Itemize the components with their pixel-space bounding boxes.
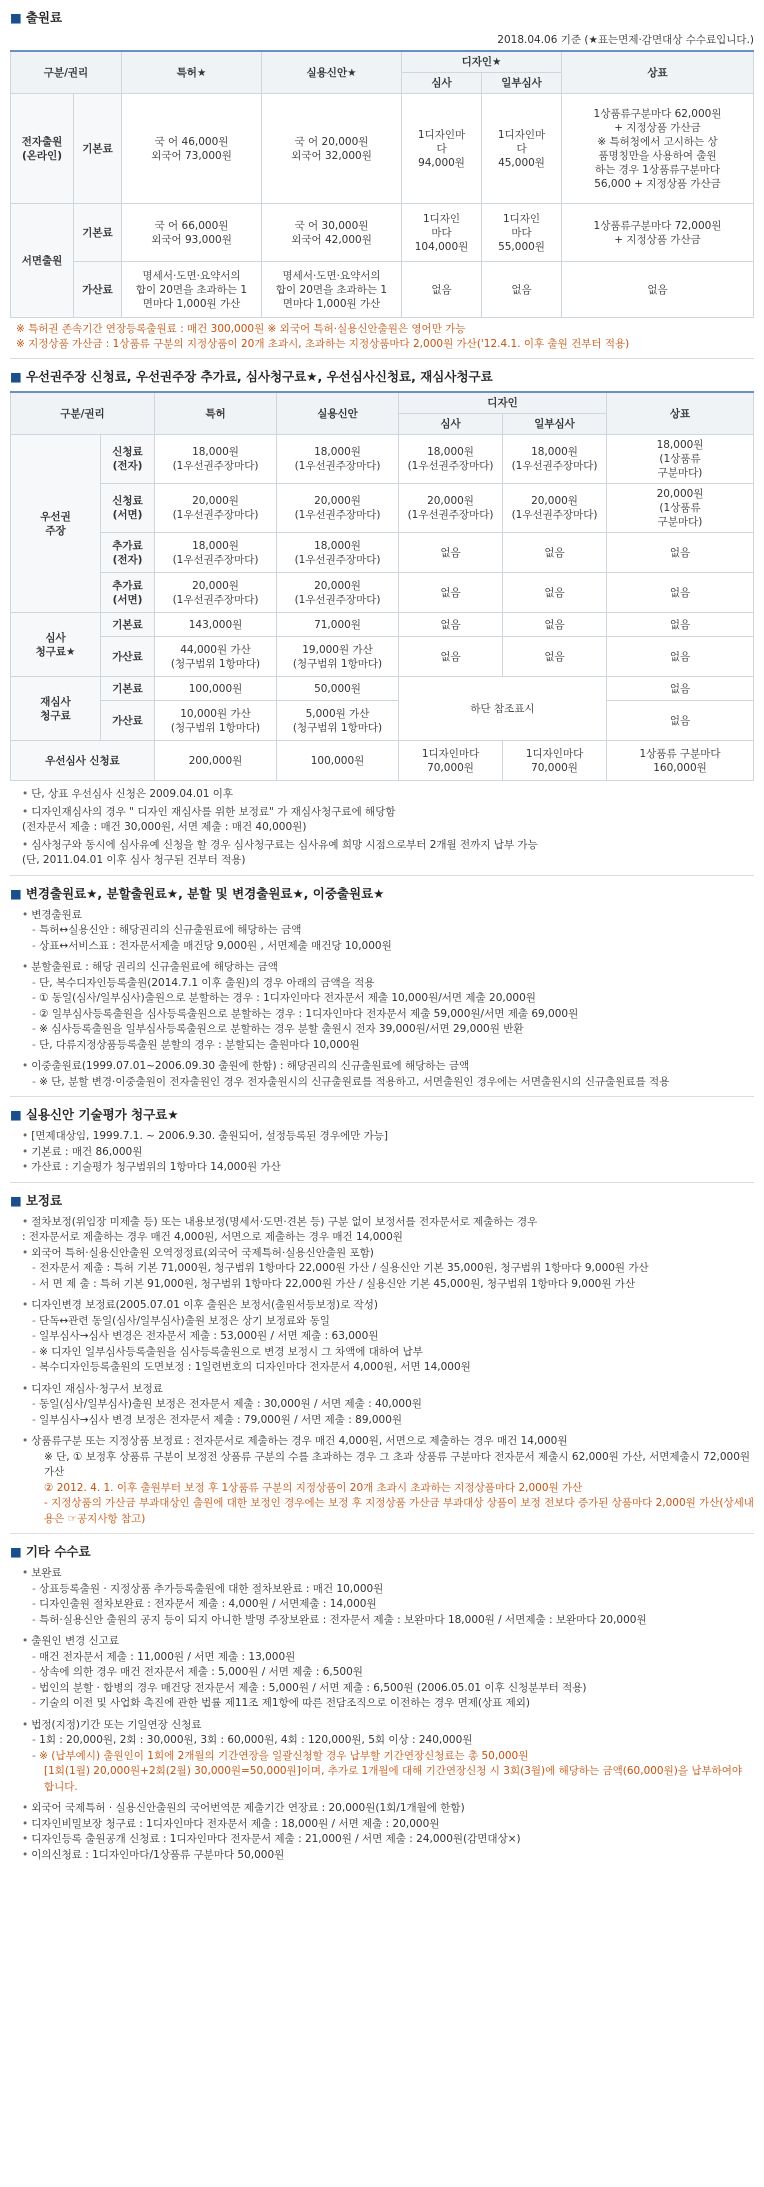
list-item: • 단, 상표 우선심사 신청은 2009.04.01 이후 (22, 787, 754, 803)
list-item: • 디자인재심사의 경우 " 디자인 재심사를 위한 보정료" 가 재심사청구료에 해당함 (전자문서 제출 : 매건 30,000원, 서면 제출 : 매건 40,000원) (22, 805, 754, 836)
section-application-fee-title: ■ 출원료 (10, 10, 63, 25)
list-item: • 외국어 국제특허 · 실용신안출원의 국어번역문 제출기간 연장료 : 20,000원(1회/1개월에 한함) (22, 1801, 754, 1817)
list-item: • 디자인변경 보정료(2005.07.01 이후 출원은 보정서(출원서등보정)로 작성) - 단독↔관련 동일(심사/일부심사)출원 보정은 상기 보정료와 동일 - 일부심사→심사 변경은 전자문서 제출 : 53,000원 / 서면 제출 : 63,000원 - ※ 디자인 일부심사등록출원을 심사등록출원으로 변경 보정시 그 차액에 대하여 납부 - 복수디자인등록출원의 도면보정 : 1일련번호의 디자인마다 전자문서 4,000원, 서면 14,000원 (22, 1298, 754, 1376)
change-fee-list (22, 908, 754, 1091)
list-item: • 상품류구분 또는 지정상품 보정료 : 전자문서로 제출하는 경우 매건 4,000원, 서면으로 제출하는 경우 매건 14,000원 ※ 단, ① 보정후 상품류 구분이 보정전 상품류 구분의 수를 초과하는 경우 그 초과 상품류 구분마다 전자문서 제출시 62,000원 가산, 서면제출시 72,000원 가산 ② 2012. 4. 1. 이후 출원부터 보정 후 1상품류 구분의 지정상품이 20개 초과시 초과하는 지정상품마다 2,000원 가산 - 지정상품의 가산금 부과대상인 출원에 대한 보정인 경우에는 보정 후 지정상품 가산금 부과대상 상품이 보정 전보다 증가된 상품마다 2,000원 가산(상세내용은 ☞공지사항 참고) (22, 1434, 754, 1527)
section-amendment-fee-title: ■ 보정료 (10, 1192, 63, 1208)
list-item: • 이중출원료(1999.07.01~2006.09.30 출원에 한함) : 해당권리의 신규출원료에 해당하는 금액 - ※ 단, 분할 변경·이중출원이 전자출원인 경우 전자출원시의 신규출원료를 적용하고, 서면출원인 경우에는 서면출원시의 신규출원료를 적용 (22, 1059, 754, 1090)
tech-eval-list: • [면제대상임, 1999.7.1. ~ 2006.9.30. 출원되어, 설정등록된 경우에만 가능] • 기본료 : 매건 86,000원 • 가산료 : 기술평가 청구범위의 1항마다 14,000원 가산 (22, 1129, 754, 1176)
list-item: • 디자인등록 출원공개 신청료 : 1디자인마다 전자문서 제출 : 21,000원 / 서면 제출 : 24,000원(감면대상×) (22, 1832, 754, 1848)
list-item: • 절차보정(위임장 미제출 등) 또는 내용보정(명세서·도면·견본 등) 구분 없이 보정서를 전자문서로 제출하는 경우 : 전자문서로 제출하는 경우 매건 4,000원, 서면으로 제출하는 경우 매건 14,000원 (22, 1215, 754, 1246)
list-item: • 심사청구와 동시에 심사유예 신청을 할 경우 심사청구료는 심사유예 희망 시점으로부터 2개월 전까지 납부 가능 (단, 2011.04.01 이후 심사 청구된 건부터 적용) (22, 838, 754, 869)
amendment-fee-list (22, 1215, 754, 1528)
list-item: • 출원인 변경 신고료 - 매건 전자문서 제출 : 11,000원 / 서면 제출 : 13,000원 - 상속에 의한 경우 매건 전자문서 제출 : 5,000원 / 서면 제출 : 6,500원 - 법인의 분할 · 합병의 경우 매건당 전자문서 제출 : 5,000원 / 서면 제출 : 6,500원 (2006.05.01 이후 신청분부터 적용) - 기술의 이전 및 사업화 촉진에 관한 법률 제11조 제1항에 따른 전담조직으로 이전하는 경우 면제(상표 제외) (22, 1634, 754, 1712)
list-item: • 디자인비밀보장 청구료 : 1디자인마다 전자문서 제출 : 18,000원 / 서면 제출 : 20,000원 (22, 1817, 754, 1833)
section-other-fee-title: ■ 기타 수수료 (10, 1544, 91, 1559)
note-1: ※ 특허권 존속기간 연장등록출원료 : 매건 300,000원 ※ 외국어 특허·실용신안출원은 영어만 가능 (16, 323, 466, 335)
application-fee-table: 구분/권리 특허★ 실용신안★ 디자인★ 상표 심사 일부심사 전자출원 (온라인) 기본료 국 어 46,000원 외국어 73,000원 국 어 20,000원 외국어 32,000원 1디자인마 다 94,000원 1디자인마 다 45,000원 1상품류구분마다 62,000원 + 지정상품 가산금 ※ 특허청에서 고시하는 상 품명칭만을 사용하여 출원 하는 경우 1상품류구분마다 56,000 + 지정상품 가산금 서면출원 기본료 국 어 66,000원 외국어 93,000원 국 어 30,000원 외국어 42,000원 1디자인 마다 104,000원 1디자인 마다 55,000원 1상품류구분마다 72,000원 + 지정상품 가산금 가산료 명세서·도면·요약서의 합이 20면을 초과하는 1 면마다 1,000원 가산 명세서·도면·요약서의 합이 20면을 초과하는 1 면마다 1,000원 가산 없음 없음 없음 (10, 50, 754, 318)
priority-notes (22, 787, 754, 869)
section-change-fee-title: ■ 변경출원료★, 분할출원료★, 분할 및 변경출원료★, 이중출원료★ (10, 885, 385, 901)
page (10, 8, 754, 1863)
section-priority-fee-title: ■ 우선권주장 신청료, 우선권주장 추가료, 심사청구료★, 우선심사신청료, 재심사청구료 (10, 369, 493, 384)
list-item: • 디자인 재심사·청구서 보정료 - 동일(심사/일부심사)출원 보정은 전자문서 제출 : 30,000원 / 서면 제출 : 40,000원 - 일부심사→심사 변경 보정은 전자문서 제출 : 79,000원 / 서면 제출 : 89,000원 (22, 1382, 754, 1429)
as-of-date: 2018.04.06 기준 (★표는면제·감면대상 수수료입니다.) (497, 34, 754, 46)
list-item: • 외국어 특허·실용신안출원 오역정정료(외국어 국제특허·실용신안출원 포함) - 전자문서 제출 : 특허 기본 71,000원, 청구범위 1항마다 22,000원 가산 / 실용신안 기본 35,000원, 청구범위 1항마다 9,000원 가산 - 서 면 제 출 : 특허 기본 91,000원, 청구범위 1항마다 22,000원 가산 / 실용신안 기본 45,000원, 청구범위 1항마다 9,000원 가산 (22, 1246, 754, 1293)
note-2: ※ 지정상품 가산금 : 1상품류 구분의 지정상품이 20개 초과시, 초과하는 지정상품마다 2,000원 가산('12.4.1. 이후 출원 건부터 적용) (16, 338, 630, 350)
section-tech-eval-title: ■ 실용신안 기술평가 청구료★ (10, 1107, 179, 1122)
list-item: • 이의신청료 : 1디자인마다/1상품류 구분마다 50,000원 (22, 1848, 754, 1864)
list-item: • 보완료 - 상표등록출원 · 지정상품 추가등록출원에 대한 절차보완료 : 매건 10,000원 - 디자인출원 절차보완료 : 전자문서 제출 : 4,000원 / 서면제출 : 14,000원 - 특허·실용신안 출원의 공지 등이 되지 아니한 발명 주장보완료 : 전자문서 제출 : 보완마다 18,000원 / 서면제출 : 보완마다 20,000원 (22, 1566, 754, 1628)
priority-fee-table: 구분/권리 특허 실용신안 디자인 상표 심사 일부심사 우선권 주장 신청료 (전자) 18,000원 (1우선권주장마다) 18,000원 (1우선권주장마다) 18,000원 (1우선권주장마다) 18,000원 (1우선권주장마다) 18,000원 (1상품류 구분마다) 신청료 (서면) 20,000원 (1우선권주장마다) 20,000원 (1우선권주장마다) 20,000원 (1우선권주장마다) 20,000원 (1우선권주장마다) 20,000원 (1상품류 구분마다) 추가료 (전자) 18,000원 (1우선권주장마다) 18,000원 (1우선권주장마다) 없음 없음 없음 추가료 (서면) 20,000원 (1우선권주장마다) 20,000원 (1우선권주장마다) 없음 없음 없음 심사 청구료★ 기본료 143,000원 71,000원 없음 없음 없음 가산료 44,000원 가산 (청구범위 1항마다) 19,000원 가산 (청구범위 1항마다) 없음 없음 없음 재심사 청구료 기본료 100,000원 50,000원 하단 참조표시 없음 가산료 10,000원 가산 (청구범위 1항마다) 5,000원 가산 (청구범위 1항마다) 없음 우선심사 신청료 200,000원 100,000원 1디자인마다 70,000원 1디자인마다 70,000원 1상품류 구분마다 160,000원 (10, 391, 754, 781)
list-item: • 변경출원료 - 특허↔실용신안 : 해당권리의 신규출원료에 해당하는 금액 - 상표↔서비스표 : 전자문서제출 매건당 9,000원 , 서면제출 매건당 10,000원 (22, 908, 754, 955)
list-item: • 법정(지정)기간 또는 기일연장 신청료 - 1회 : 20,000원, 2회 : 30,000원, 3회 : 60,000원, 4회 : 120,000원, 5회 이상 : 240,000원 - ※ (납부예시) 출원인이 1회에 2개월의 기간연장을 일괄신청할 경우 납부할 기간연장신청료는 총 50,000원 [1회(1월) 20,000원+2회(2월) 30,000원=50,000원]이며, 추가로 1개월에 대해 기간연장신청 시 3회(3월)에 해당하는 금액(60,000원)을 납부하여야 합니다. (22, 1718, 754, 1796)
other-fee-list (22, 1566, 754, 1863)
list-item: • 분할출원료 : 해당 권리의 신규출원료에 해당하는 금액 - 단, 복수디자인등록출원(2014.7.1 이후 출원)의 경우 아래의 금액을 적용 - ① 동일(심사/일부심사)출원으로 분할하는 경우 : 1디자인마다 전자문서 제출 10,000원/서면 제출 20,000원 - ② 일부심사등록출원을 심사등록출원으로 분할하는 경우 : 1디자인마다 전자문서 제출 59,000원/서면 제출 69,000원 - ※ 심사등록출원을 일부심사등록출원으로 분할하는 경우 분할 출원시 전자 39,000원/서면 29,000원 반환 - 단, 다류지정상품등록출원 분할의 경우 : 분할되는 출원마다 10,000원 (22, 960, 754, 1053)
